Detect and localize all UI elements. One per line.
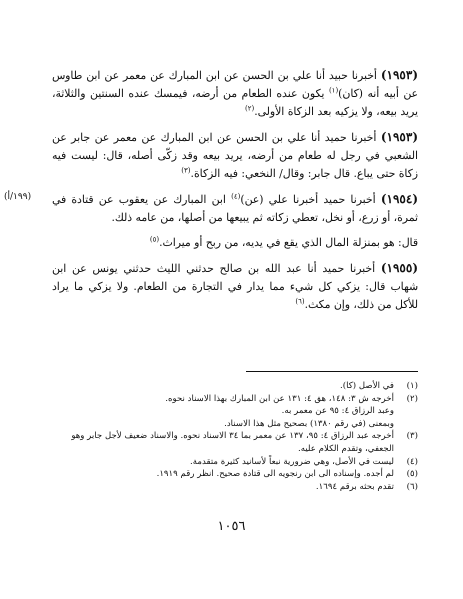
hadith-text: أخبرنا حبيد أنا علي بن الحسن عن ابن المبارك عن معمر عن ابن طاوس عن أبيه أنه (كان): [52, 69, 419, 100]
footnote-number: (٦): [406, 481, 418, 492]
footnote: [56, 456, 418, 469]
footnote-ref: (٢): [244, 104, 255, 113]
footnote-number: (٣): [406, 431, 418, 442]
footnote-text: أخرجه ش ٣: ١٤٨، هق ٤: ١٣١ عن ابن المبارك بهذا الاسناد نحوه.: [165, 393, 394, 404]
hadith-1954-saying: [52, 234, 418, 252]
hadith-1953-b: [52, 128, 418, 183]
footnote: [56, 393, 418, 406]
footnote: [56, 481, 418, 494]
footnote-text: وبمعنى (في رقم ١٣٨٠) بصحيح مثل هذا الاسناد.: [224, 418, 394, 429]
page-number: ١٠٥٦: [217, 519, 246, 534]
footnote-ref: (٦): [295, 297, 305, 306]
main-text: [52, 66, 418, 321]
hadith-number: (١٩٥٤): [380, 192, 418, 206]
footnote-continuation: [56, 418, 418, 431]
footnote-ref: (١): [328, 86, 339, 95]
hadith-number: (١٩٥٣): [380, 68, 418, 82]
footnote-continuation: [56, 405, 418, 418]
footnote-text: أخرجه عبد الرزاق ٤: ٩٥، ١٣٧ عن معمر بما ٣٤ الاسناد نحوه. والاسناد ضعيف لأجل جابر وهو الجعفي، وتقدم الكلام عليه.: [71, 431, 394, 454]
footnotes: [56, 380, 418, 493]
hadith-1953-a: [52, 66, 418, 121]
footnote-number: [394, 418, 418, 431]
footnote-text: ليست في الأصل، وهي ضرورية نبعاً لأسانيد كثيرة متقدمة.: [190, 456, 394, 467]
footnote-ref: (٥): [149, 235, 160, 244]
hadith-1954: [52, 190, 418, 227]
hadith-text: أخبرنا حميد أخبرنا علي (عن): [240, 193, 376, 206]
hadith-text: أخبرنا حميد أنا عبد الله بن صالح حدثني الليث حدثني يونس عن ابن شهاب قال: يزكي كل شيء مما يدار في التجارة من الطعام. ولا يزكي ما يراد للأكل من ذلك، وإن مكث.: [52, 262, 418, 311]
footnote-text: لم أجده. وإسناده الى ابن رنجويه الى قتادة صحيح. انظر رقم ١٩١٩.: [156, 469, 394, 480]
footnote: [56, 468, 418, 481]
footnote-number: (٥): [406, 469, 418, 480]
footnote-text: في الأصل (كا).: [340, 381, 394, 391]
footnote-number: [394, 405, 418, 418]
footnote-ref: (٣): [181, 166, 191, 175]
footnote-number: (٤): [406, 456, 418, 467]
footnote: [56, 380, 418, 393]
footnote-text: وعبد الرزاق ٤: ٩٥ عن معمر به.: [281, 406, 394, 417]
footnote-number: (٢): [406, 393, 418, 404]
footnote-separator: [246, 371, 418, 372]
footnote: [56, 430, 418, 455]
hadith-text-continued: يكون عنده الطعام من أرضه، فيمسك عنده السنتين والثلاثة، يريد بيعه، ولا يزكيه بعد الزكاة الأولى.: [52, 87, 418, 118]
hadith-1955: [52, 259, 418, 314]
manuscript-folio-marker: (١٩٩/أ): [4, 192, 32, 202]
hadith-number: (١٩٥٣): [380, 130, 418, 144]
hadith-text: أخبرنا حميد أنا علي بن الحسن عن ابن المبارك عن معمر عن جابر عن الشعبي في رجل له طعام من أرضه، يريد بيعه وقد زكّى أصله، قال: ليست فيه زكاة حتى يباع. قال جابر: وقال/ النخعي: فيه الزكاة.: [52, 131, 418, 180]
hadith-saying: قال: هو بمنزلة المال الذي يقع في يديه، من ربح أو ميراث.: [159, 236, 418, 249]
footnote-ref: (٤): [231, 192, 241, 201]
footnote-text: تقدم بحثه برقم ١٦٩٤.: [315, 481, 394, 492]
hadith-text-continued: ابن المبارك عن يعقوب عن قتادة في ثمرة، أو زرع، أو نخل، تعطي زكاته ثم يبيعها من أصلها، من عامه ذلك.: [52, 193, 418, 224]
hadith-number: (١٩٥٥): [380, 261, 418, 275]
footnote-number: (١): [406, 381, 418, 391]
